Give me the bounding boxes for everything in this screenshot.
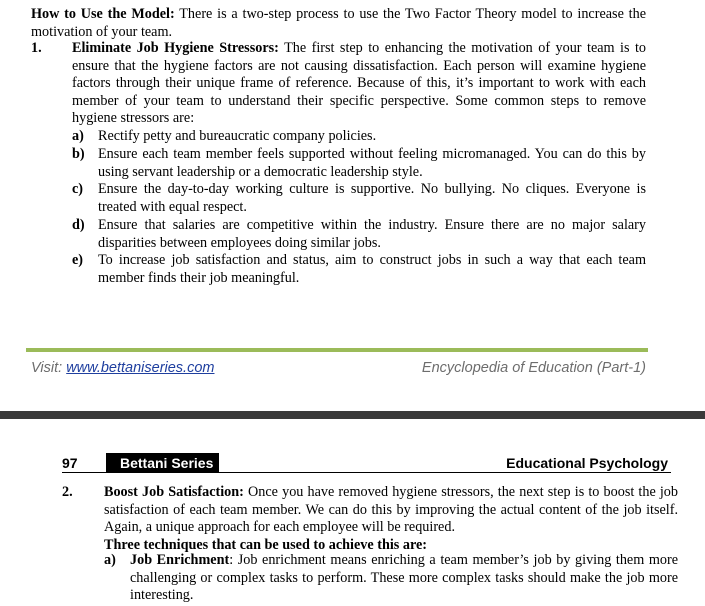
list-item-c — [72, 181, 646, 217]
list-item-label: c) — [72, 181, 84, 197]
list-item-e — [72, 252, 646, 288]
footer-visit-label: Visit: — [31, 360, 67, 376]
list-item-body: : Job enrichment means enriching a team member’s job by giving them more challenging or complex tasks to perform. These more complex tasks should make the job more interesting. — [130, 552, 678, 604]
intro-text: There is a two-step process to use the Two Factor Theory model to increase the motivation of your team. — [31, 6, 646, 40]
item2-techniques: Three techniques that can be used to achieve this are: — [104, 536, 428, 553]
list-item-heading: Job Enrichment — [130, 552, 230, 568]
list-item-text — [130, 552, 678, 605]
item2-heading: Boost Job Satisfaction: — [104, 484, 244, 500]
list-item-text: To increase job satisfaction and status, aim to construct jobs in such a way that each team member finds their job meaningful. — [98, 252, 646, 286]
footer-visit — [31, 360, 214, 376]
list-item-text: Ensure that salaries are competitive within the industry. Ensure there are no major salary disparities between employees doing similar jobs. — [98, 217, 646, 251]
list-item-b — [72, 146, 646, 182]
item2-paragraph — [104, 484, 678, 554]
footer-book-title: Encyclopedia of Education (Part-1) — [421, 360, 646, 376]
series-badge — [106, 453, 219, 472]
intro-paragraph — [31, 6, 646, 41]
list-item-label: e) — [72, 252, 84, 268]
list-item-job-enrichment — [104, 552, 678, 606]
item1-text: The first step to enhancing the motivation of your team is to ensure that the hygiene factors are not causing dissatisfaction. Each person will examine hygiene factors through their unique frame of reference. Because of this, it’s important to work with each member of your team to understand their specific perspective. Some common steps to remove hygiene stressors are: — [72, 40, 646, 127]
list-item-text: Ensure each team member feels supported without feeling micromanaged. You can do this by using servant leadership or a democratic leadership style. — [98, 146, 646, 180]
item1-heading: Eliminate Job Hygiene Stressors: — [72, 40, 279, 56]
list-item-label: d) — [72, 217, 85, 233]
page-separator — [0, 411, 705, 419]
item2-number: 2. — [62, 484, 73, 500]
item1-number: 1. — [31, 40, 42, 56]
item2-text: Once you have removed hygiene stressors, the next step is to boost the job satisfaction of each team member. We can do this by improving the actual content of the job itself. Again, a unique approach for each employee will be required. — [104, 484, 678, 536]
footer-rule — [26, 348, 648, 352]
item1-paragraph — [72, 40, 646, 128]
subject-title: Educational Psychology — [506, 455, 668, 471]
list-item-text: Rectify petty and bureaucratic company policies. — [98, 128, 377, 144]
website-link[interactable]: www.bettaniseries.com — [66, 360, 215, 376]
list-item-a — [72, 128, 646, 146]
series-label: Bettani Series — [120, 455, 214, 471]
list-item-label: a) — [104, 552, 116, 568]
intro-heading: How to Use the Model: — [31, 6, 175, 22]
list-item-d — [72, 217, 646, 253]
list-item-label: b) — [72, 146, 85, 162]
page-number: 97 — [62, 455, 78, 471]
list-item-text: Ensure the day-to-day working culture is supportive. No bullying. No cliques. Everyone is treated with equal respect. — [98, 181, 646, 215]
header-rule — [62, 472, 671, 473]
list-item-label: a) — [72, 128, 84, 144]
